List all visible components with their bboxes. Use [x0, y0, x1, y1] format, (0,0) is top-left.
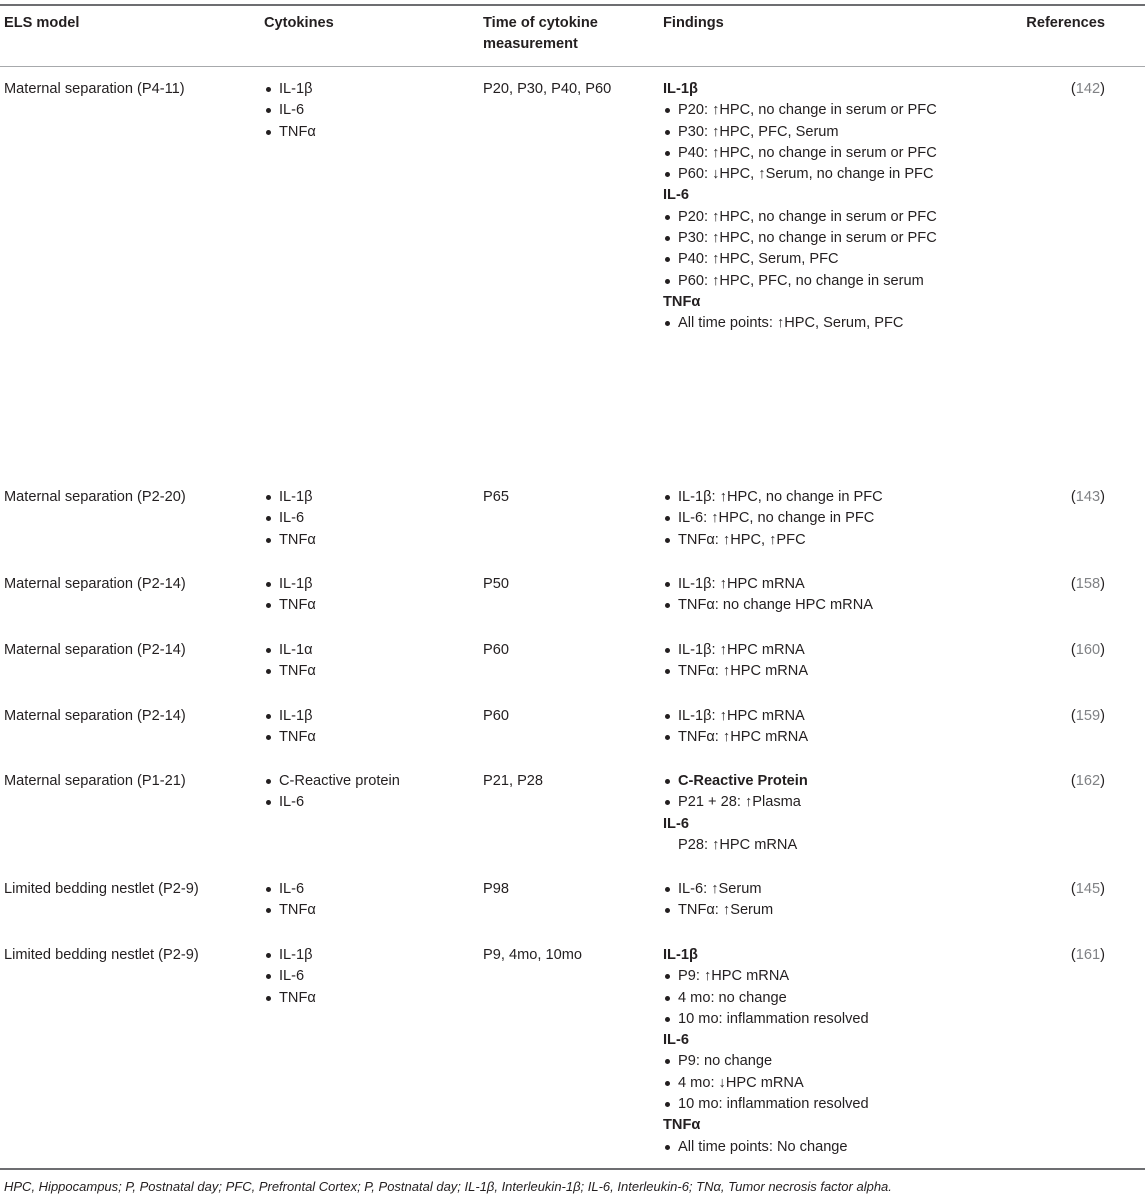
- finding-list: [663, 207, 943, 292]
- reference-number: 143: [1075, 489, 1101, 505]
- els-model-cell: Limited bedding nestlet (P2-9): [4, 881, 199, 897]
- finding-item: P9: no change: [663, 1051, 943, 1072]
- reference-number: 160: [1075, 642, 1101, 658]
- cytokines-cell: [264, 640, 454, 683]
- time-cell: P98: [483, 881, 509, 897]
- cytokines-cell: [264, 487, 454, 551]
- finding-item: All time points: No change: [663, 1137, 943, 1158]
- cytokine-item: IL-1β: [264, 487, 454, 508]
- cytokine-item: TNFα: [264, 900, 454, 921]
- cytokine-list: [264, 706, 454, 749]
- finding-group-title: TNFα: [663, 293, 701, 310]
- finding-item: TNFα: ↑HPC mRNA: [663, 727, 943, 748]
- time-cell: P60: [483, 708, 509, 724]
- finding-item: IL-1β: ↑HPC mRNA: [663, 574, 943, 595]
- finding-list: [663, 966, 943, 1030]
- finding-group-title: IL-6: [663, 1032, 689, 1049]
- cytokines-cell: [264, 574, 454, 617]
- els-model-cell: Maternal separation (P4-11): [4, 81, 185, 97]
- reference-cell: (158): [1070, 576, 1105, 592]
- cytokine-list: [264, 487, 454, 551]
- finding-item: P9: ↑HPC mRNA: [663, 966, 943, 987]
- finding-group-title: IL-1β: [663, 81, 698, 97]
- finding-list: [663, 879, 943, 922]
- cytokine-item: IL-1β: [264, 574, 454, 595]
- finding-list: [663, 574, 943, 617]
- finding-item: TNFα: no change HPC mRNA: [663, 595, 943, 616]
- els-model-cell: Maternal separation (P2-14): [4, 642, 186, 658]
- finding-item: All time points: ↑HPC, Serum, PFC: [663, 313, 943, 334]
- finding-list: [663, 1137, 943, 1158]
- els-model-cell: Maternal separation (P2-14): [4, 708, 186, 724]
- cytokine-list: [264, 945, 454, 1009]
- cytokine-item: IL-6: [264, 792, 454, 813]
- time-cell: P9, 4mo, 10mo: [483, 947, 582, 963]
- cytokine-item: TNFα: [264, 122, 454, 143]
- reference-cell: (143): [1070, 489, 1105, 505]
- header-references: References: [1026, 15, 1105, 31]
- reference-cell: (161): [1070, 947, 1105, 963]
- findings-cell: [663, 640, 943, 683]
- finding-item: IL-1β: ↑HPC mRNA: [663, 640, 943, 661]
- cytokines-cell: [264, 771, 454, 814]
- reference-number: 145: [1075, 881, 1101, 897]
- cytokine-item: TNFα: [264, 530, 454, 551]
- finding-item: IL-1β: ↑HPC, no change in PFC: [663, 487, 943, 508]
- finding-list: [663, 835, 943, 856]
- finding-item: P40: ↑HPC, Serum, PFC: [663, 249, 943, 270]
- finding-list: [663, 100, 943, 185]
- cytokine-item: IL-6: [264, 508, 454, 529]
- cytokine-item: TNFα: [264, 661, 454, 682]
- header-cytokines: Cytokines: [264, 15, 334, 31]
- finding-item: TNFα: ↑HPC, ↑PFC: [663, 530, 943, 551]
- finding-item: 4 mo: ↓HPC mRNA: [663, 1073, 943, 1094]
- cytokine-item: IL-1β: [264, 79, 454, 100]
- finding-item: P40: ↑HPC, no change in serum or PFC: [663, 143, 943, 164]
- reference-cell: (162): [1070, 773, 1105, 789]
- time-cell: P65: [483, 489, 509, 505]
- finding-item: P30: ↑HPC, PFC, Serum: [663, 122, 943, 143]
- els-model-cell: Maternal separation (P2-14): [4, 576, 186, 592]
- findings-cell: [663, 574, 943, 617]
- els-model-cell: Maternal separation (P2-20): [4, 489, 186, 505]
- cytokine-item: IL-6: [264, 879, 454, 900]
- finding-group-title: IL-6: [663, 815, 689, 832]
- cytokine-item: TNFα: [264, 988, 454, 1009]
- finding-item: C-Reactive Protein: [663, 771, 943, 792]
- finding-item: TNFα: ↑Serum: [663, 900, 943, 921]
- findings-cell: [663, 771, 943, 856]
- cytokine-item: IL-6: [264, 966, 454, 987]
- findings-cell: [663, 879, 943, 922]
- time-cell: P60: [483, 642, 509, 658]
- reference-cell: (160): [1070, 642, 1105, 658]
- cytokine-item: C-Reactive protein: [264, 771, 454, 792]
- findings-cell: [663, 706, 943, 749]
- finding-list: [663, 1051, 943, 1115]
- finding-item: TNFα: ↑HPC mRNA: [663, 661, 943, 682]
- cytokine-item: IL-1β: [264, 706, 454, 727]
- findings-cell: [663, 79, 943, 335]
- reference-number: 162: [1075, 773, 1101, 789]
- finding-list: [663, 771, 943, 814]
- reference-number: 158: [1075, 576, 1101, 592]
- finding-item: 10 mo: inflammation resolved: [663, 1094, 943, 1115]
- cytokine-list: [264, 640, 454, 683]
- table-bottom-rule: [0, 1168, 1145, 1170]
- finding-list: [663, 487, 943, 551]
- time-cell: P50: [483, 576, 509, 592]
- time-cell: P20, P30, P40, P60: [483, 81, 612, 97]
- finding-item: IL-1β: ↑HPC mRNA: [663, 706, 943, 727]
- finding-item: IL-6: ↑Serum: [663, 879, 943, 900]
- cytokine-item: TNFα: [264, 727, 454, 748]
- finding-item: P21 + 28: ↑Plasma: [663, 792, 943, 813]
- header-rule: [0, 66, 1145, 67]
- finding-item: P20: ↑HPC, no change in serum or PFC: [663, 100, 943, 121]
- finding-item: P60: ↑HPC, PFC, no change in serum: [663, 271, 943, 292]
- finding-list: [663, 706, 943, 749]
- cytokine-item: IL-6: [264, 100, 454, 121]
- cytokine-list: [264, 79, 454, 143]
- reference-cell: (142): [1070, 81, 1105, 97]
- cytokines-cell: [264, 706, 454, 749]
- cytokines-cell: [264, 945, 454, 1009]
- table-footnote: HPC, Hippocampus; P, Postnatal day; PFC, Prefrontal Cortex; P, Postnatal day; IL-1β, Interleukin-1β; IL-6, Interleukin-6; TNα, Tumor necrosis factor alpha.: [4, 1179, 892, 1194]
- header-findings: Findings: [663, 15, 724, 31]
- reference-cell: (145): [1070, 881, 1105, 897]
- header-time: Time of cytokine measurement: [483, 15, 598, 53]
- finding-list: [663, 640, 943, 683]
- header-els-model: ELS model: [4, 15, 80, 31]
- finding-item: P28: ↑HPC mRNA: [678, 836, 798, 853]
- cytokines-cell: [264, 879, 454, 922]
- finding-group-title: TNFα: [663, 1117, 701, 1134]
- table-top-rule: [0, 4, 1145, 6]
- reference-number: 161: [1075, 947, 1101, 963]
- finding-group-title: IL-1β: [663, 947, 698, 963]
- finding-group-title: IL-6: [663, 187, 689, 204]
- reference-number: 159: [1075, 708, 1101, 724]
- cytokine-list: [264, 574, 454, 617]
- findings-cell: [663, 487, 943, 551]
- finding-item: P20: ↑HPC, no change in serum or PFC: [663, 207, 943, 228]
- finding-item: P60: ↓HPC, ↑Serum, no change in PFC: [663, 164, 943, 185]
- cytokine-list: [264, 771, 454, 814]
- finding-item: 10 mo: inflammation resolved: [663, 1009, 943, 1030]
- reference-cell: (159): [1070, 708, 1105, 724]
- findings-cell: [663, 945, 943, 1158]
- finding-item: IL-6: ↑HPC, no change in PFC: [663, 508, 943, 529]
- cytokine-item: IL-1β: [264, 945, 454, 966]
- finding-list: [663, 313, 943, 334]
- cytokines-cell: [264, 79, 454, 143]
- cytokine-list: [264, 879, 454, 922]
- cytokine-item: TNFα: [264, 595, 454, 616]
- time-cell: P21, P28: [483, 773, 544, 789]
- finding-item: P30: ↑HPC, no change in serum or PFC: [663, 228, 943, 249]
- cytokine-item: IL-1α: [264, 640, 454, 661]
- reference-number: 142: [1075, 81, 1101, 97]
- els-model-cell: Maternal separation (P1-21): [4, 773, 186, 789]
- finding-item: 4 mo: no change: [663, 988, 943, 1009]
- els-model-cell: Limited bedding nestlet (P2-9): [4, 947, 199, 963]
